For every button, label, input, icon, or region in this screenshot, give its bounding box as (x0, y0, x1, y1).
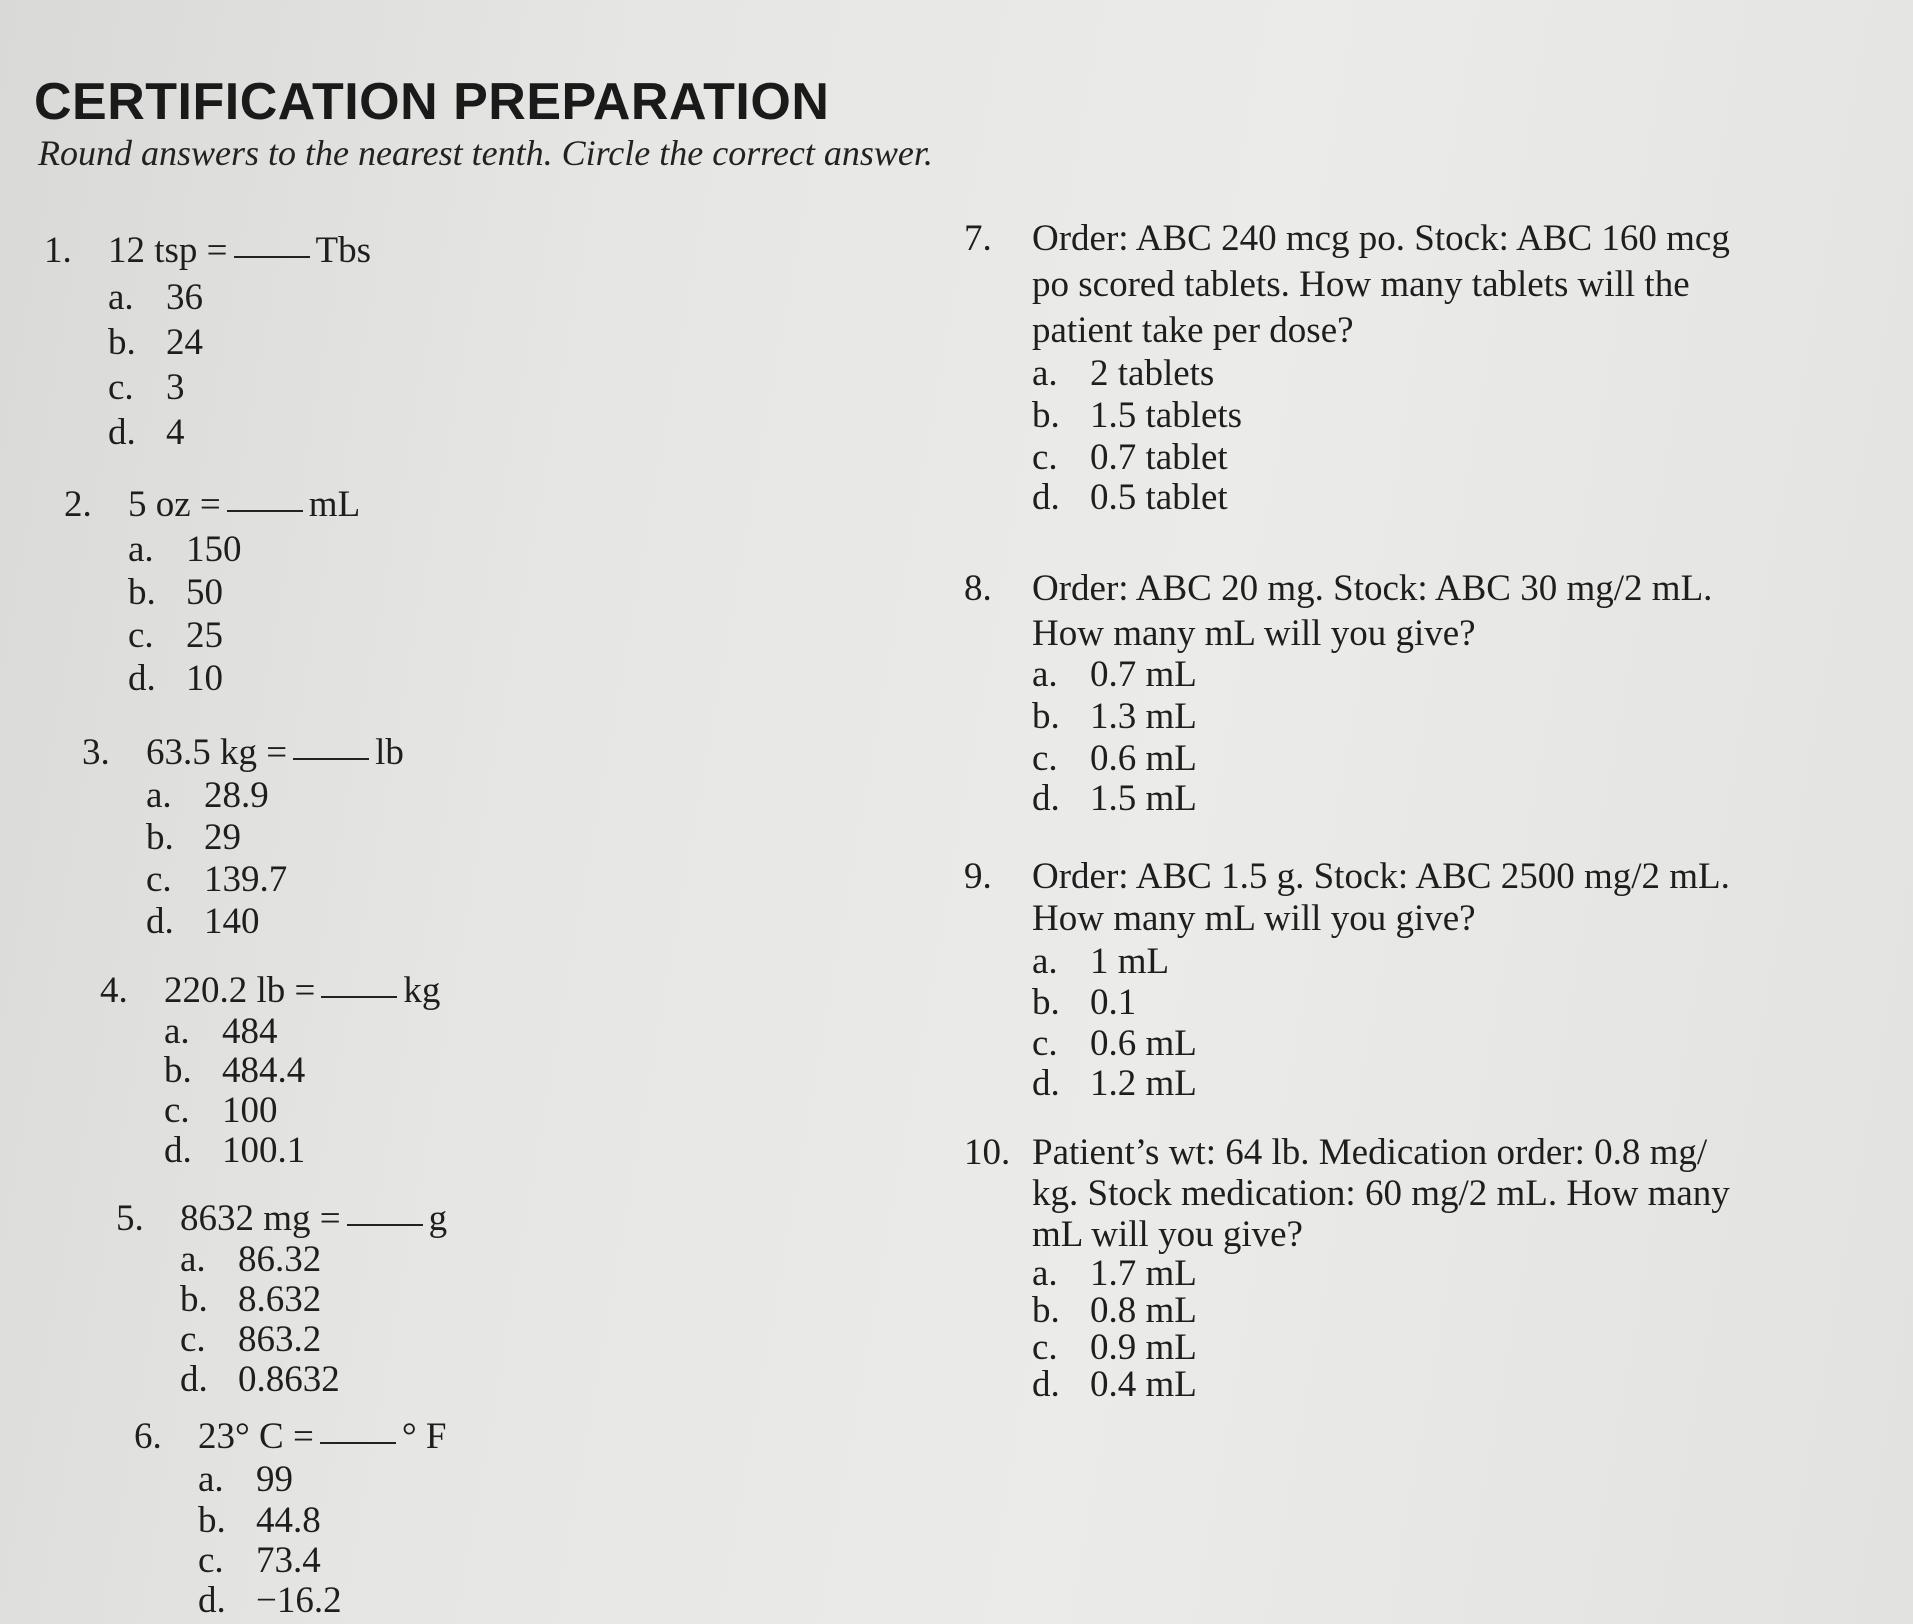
option-letter: d. (108, 412, 136, 453)
question-expression: 220.2 lb = (164, 970, 316, 1011)
question-expression: 63.5 kg = (146, 732, 288, 773)
answer-options (146, 777, 404, 940)
question-10 (964, 1134, 1730, 1403)
option-letter: a. (198, 1459, 224, 1500)
answer-options (198, 1461, 446, 1619)
option-text: 50 (186, 572, 223, 613)
option-letter: d. (1032, 1063, 1060, 1104)
option-text: 36 (166, 277, 203, 318)
option-text: 0.8632 (238, 1359, 340, 1400)
option-letter: b. (1032, 395, 1060, 436)
option-d[interactable] (128, 660, 360, 697)
option-text: −16.2 (256, 1580, 342, 1621)
option-text: 150 (186, 529, 242, 570)
option-c[interactable] (198, 1542, 446, 1579)
question-unit: mL (308, 484, 361, 525)
option-b[interactable] (164, 1052, 440, 1089)
option-d[interactable] (146, 903, 404, 940)
answer-blank (234, 256, 310, 258)
answer-options (1032, 656, 1712, 817)
answer-options (108, 279, 371, 451)
answer-blank (293, 758, 369, 760)
question-text-line-2: po scored tablets. How many tablets will the (1032, 264, 1690, 305)
option-text: 1.2 mL (1090, 1063, 1197, 1104)
option-letter: c. (146, 859, 172, 900)
option-d[interactable] (180, 1361, 447, 1398)
question-number: 8. (964, 568, 992, 609)
option-text: 2 tablets (1090, 353, 1215, 394)
question-1 (44, 232, 371, 451)
option-text: 3 (166, 367, 185, 408)
option-letter: b. (180, 1279, 208, 1320)
option-d[interactable] (164, 1132, 440, 1169)
option-letter: c. (128, 615, 154, 656)
question-expression: 5 oz = (128, 484, 221, 525)
option-text: 484 (222, 1011, 278, 1052)
option-text: 139.7 (204, 859, 288, 900)
option-letter: c. (198, 1540, 224, 1581)
option-b[interactable] (108, 324, 371, 361)
answer-options (164, 1013, 440, 1169)
option-c[interactable] (128, 617, 360, 654)
question-expression: 23° C = (198, 1416, 314, 1457)
option-letter: d. (1032, 477, 1060, 518)
option-text: 8.632 (238, 1279, 322, 1320)
option-letter: d. (164, 1130, 192, 1171)
question-8 (964, 570, 1712, 817)
option-letter: c. (1032, 1327, 1058, 1368)
option-text: 86.32 (238, 1239, 322, 1280)
option-letter: a. (146, 775, 172, 816)
option-b[interactable] (1032, 698, 1712, 735)
option-letter: d. (198, 1580, 226, 1621)
option-text: 10 (186, 658, 223, 699)
question-text-line-1: Order: ABC 1.5 g. Stock: ABC 2500 mg/2 mL. (1032, 856, 1730, 897)
question-stem (964, 858, 1730, 895)
option-letter: c. (1032, 437, 1058, 478)
option-b[interactable] (1032, 984, 1730, 1021)
option-text: 28.9 (204, 775, 269, 816)
question-text-line-3: patient take per dose? (1032, 310, 1354, 351)
option-letter: c. (108, 367, 134, 408)
option-letter: d. (128, 658, 156, 699)
option-letter: b. (1032, 982, 1060, 1023)
question-stem (44, 232, 371, 269)
option-c[interactable] (180, 1321, 447, 1358)
question-number: 10. (964, 1132, 1011, 1173)
question-unit: kg (403, 970, 441, 1011)
option-text: 100.1 (222, 1130, 306, 1171)
question-expression: 8632 mg = (180, 1198, 341, 1239)
option-text: 4 (166, 412, 185, 453)
option-letter: a. (164, 1011, 190, 1052)
option-a[interactable] (1032, 943, 1730, 980)
question-unit: Tbs (315, 230, 372, 271)
question-stem (116, 1200, 447, 1237)
question-unit: ° F (401, 1416, 447, 1457)
answer-blank (321, 996, 397, 998)
answer-blank (320, 1442, 396, 1444)
option-letter: d. (1032, 1364, 1060, 1405)
question-text-line-2: kg. Stock medication: 60 mg/2 mL. How many (1032, 1173, 1730, 1214)
option-text: 29 (204, 817, 241, 858)
option-a[interactable] (198, 1461, 446, 1498)
question-stem (100, 972, 440, 1009)
option-letter: c. (180, 1319, 206, 1360)
option-d[interactable] (1032, 1366, 1730, 1403)
option-text: 24 (166, 322, 203, 363)
option-a[interactable] (1032, 355, 1730, 392)
question-expression: 12 tsp = (108, 230, 228, 271)
answer-blank (347, 1224, 423, 1226)
option-text: 0.6 mL (1090, 738, 1197, 779)
option-letter: b. (164, 1050, 192, 1091)
option-c[interactable] (146, 861, 404, 898)
option-text: 484.4 (222, 1050, 306, 1091)
question-4 (100, 972, 440, 1169)
option-letter: a. (1032, 654, 1058, 695)
question-text-line-1: Patient’s wt: 64 lb. Medication order: 0.8 mg/ (1032, 1132, 1708, 1173)
question-2 (64, 486, 360, 697)
option-d[interactable] (198, 1582, 446, 1619)
option-text: 0.1 (1090, 982, 1137, 1023)
option-letter: b. (108, 322, 136, 363)
option-text: 44.8 (256, 1500, 321, 1541)
question-stem (964, 570, 1712, 607)
option-text: 0.7 tablet (1090, 437, 1228, 478)
question-number: 7. (964, 218, 992, 259)
question-stem (134, 1418, 446, 1455)
question-number: 1. (44, 230, 72, 271)
option-a[interactable] (1032, 1255, 1730, 1292)
answer-options (180, 1241, 447, 1398)
option-c[interactable] (164, 1092, 440, 1129)
question-number: 4. (100, 970, 128, 1011)
option-letter: d. (1032, 778, 1060, 819)
answer-options (1032, 1255, 1730, 1403)
option-c[interactable] (1032, 740, 1712, 777)
option-text: 1.3 mL (1090, 696, 1197, 737)
question-unit: g (428, 1198, 448, 1239)
option-letter: d. (146, 901, 174, 942)
option-letter: b. (1032, 1290, 1060, 1331)
question-5 (116, 1200, 447, 1398)
option-letter: d. (180, 1359, 208, 1400)
option-letter: a. (180, 1239, 206, 1280)
question-number: 5. (116, 1198, 144, 1239)
option-letter: c. (164, 1090, 190, 1131)
page-title: CERTIFICATION PREPARATION (34, 73, 830, 131)
option-text: 0.8 mL (1090, 1290, 1197, 1331)
option-d[interactable] (108, 414, 371, 451)
option-a[interactable] (108, 279, 371, 316)
option-c[interactable] (108, 369, 371, 406)
option-text: 1.5 mL (1090, 778, 1197, 819)
instructions: Round answers to the nearest tenth. Circle the correct answer. (38, 133, 933, 173)
option-letter: b. (198, 1500, 226, 1541)
option-text: 0.7 mL (1090, 654, 1197, 695)
question-unit: lb (375, 732, 404, 773)
option-text: 1 mL (1090, 941, 1170, 982)
question-text-line-1: Order: ABC 240 mcg po. Stock: ABC 160 mcg (1032, 218, 1730, 259)
answer-options (1032, 355, 1730, 516)
question-number: 2. (64, 484, 92, 525)
question-number: 9. (964, 856, 992, 897)
question-number: 6. (134, 1416, 162, 1457)
option-c[interactable] (1032, 439, 1730, 476)
question-text-line-2: How many mL will you give? (1032, 898, 1476, 939)
option-a[interactable] (164, 1013, 440, 1050)
option-text: 99 (256, 1459, 293, 1500)
question-3 (82, 734, 404, 940)
option-letter: b. (128, 572, 156, 613)
option-b[interactable] (198, 1502, 446, 1539)
option-letter: b. (1032, 696, 1060, 737)
option-b[interactable] (128, 574, 360, 611)
option-text: 0.6 mL (1090, 1023, 1197, 1064)
option-a[interactable] (180, 1241, 447, 1278)
question-6 (134, 1418, 446, 1619)
option-a[interactable] (146, 777, 404, 814)
option-d[interactable] (1032, 780, 1712, 817)
option-letter: a. (108, 277, 134, 318)
option-d[interactable] (1032, 479, 1730, 516)
option-text: 863.2 (238, 1319, 322, 1360)
question-9 (964, 858, 1730, 1102)
question-text-line-1: Order: ABC 20 mg. Stock: ABC 30 mg/2 mL. (1032, 568, 1713, 609)
answer-options (1032, 943, 1730, 1102)
question-stem (82, 734, 404, 771)
option-d[interactable] (1032, 1065, 1730, 1102)
option-letter: a. (1032, 1253, 1058, 1294)
option-text: 1.7 mL (1090, 1253, 1197, 1294)
question-text-line-2: How many mL will you give? (1032, 613, 1476, 654)
option-c[interactable] (1032, 1025, 1730, 1062)
question-stem (64, 486, 360, 523)
question-7 (964, 220, 1730, 516)
question-text-line-3: mL will you give? (1032, 1214, 1303, 1255)
option-text: 0.9 mL (1090, 1327, 1197, 1368)
option-b[interactable] (1032, 1292, 1730, 1329)
option-b[interactable] (146, 819, 404, 856)
option-b[interactable] (180, 1281, 447, 1318)
option-text: 1.5 tablets (1090, 395, 1243, 436)
option-letter: b. (146, 817, 174, 858)
option-letter: a. (1032, 353, 1058, 394)
option-text: 25 (186, 615, 223, 656)
answer-blank (227, 510, 303, 512)
option-text: 100 (222, 1090, 278, 1131)
option-a[interactable] (1032, 656, 1712, 693)
option-b[interactable] (1032, 397, 1730, 434)
option-text: 140 (204, 901, 260, 942)
option-a[interactable] (128, 531, 360, 568)
option-letter: a. (1032, 941, 1058, 982)
option-text: 0.5 tablet (1090, 477, 1228, 518)
answer-options (128, 531, 360, 697)
option-letter: a. (128, 529, 154, 570)
option-text: 0.4 mL (1090, 1364, 1197, 1405)
option-letter: c. (1032, 1023, 1058, 1064)
question-number: 3. (82, 732, 110, 773)
option-c[interactable] (1032, 1329, 1730, 1366)
option-text: 73.4 (256, 1540, 321, 1581)
question-stem (964, 1134, 1730, 1171)
question-stem (964, 220, 1730, 257)
option-letter: c. (1032, 738, 1058, 779)
